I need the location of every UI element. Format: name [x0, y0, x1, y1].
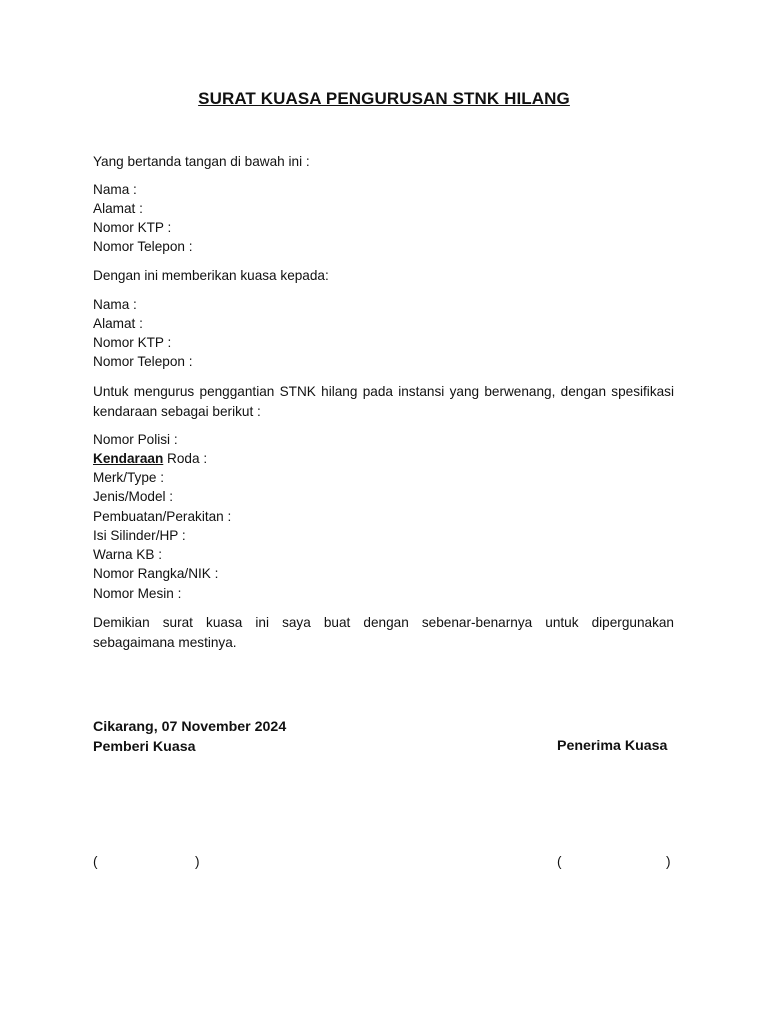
- roda-label: Roda :: [163, 451, 208, 466]
- document-title: SURAT KUASA PENGURUSAN STNK HILANG: [198, 89, 570, 108]
- vehicle-engine-field: Nomor Mesin :: [93, 586, 182, 601]
- intro-text: Yang bertanda tangan di bawah ini :: [93, 154, 310, 169]
- receiver-signature-open-paren: (: [557, 854, 562, 869]
- receiver-signature-close-paren: ): [666, 854, 671, 869]
- vehicle-cylinder-field: Isi Silinder/HP :: [93, 528, 186, 543]
- vehicle-wheels-field: [93, 449, 207, 468]
- place-date: Cikarang, 07 November 2024: [93, 719, 287, 735]
- vehicle-chassis-field: Nomor Rangka/NIK :: [93, 566, 219, 581]
- receiver-signature-label: Penerima Kuasa: [557, 738, 668, 754]
- receiver-phone-field: Nomor Telepon :: [93, 354, 193, 369]
- giver-signature-close-paren: ): [195, 854, 200, 869]
- closing-paragraph: Demikian surat kuasa ini saya buat dengan sebenar-benarnya untuk dipergunakan sebagaimana mestinya.: [93, 615, 674, 650]
- grant-text: Dengan ini memberikan kuasa kepada:: [93, 268, 329, 283]
- receiver-name-field: Nama :: [93, 297, 137, 312]
- receiver-ktp-field: Nomor KTP :: [93, 335, 172, 350]
- vehicle-brand-field: Merk/Type :: [93, 470, 165, 485]
- vehicle-manufacture-field: Pembuatan/Perakitan :: [93, 509, 232, 524]
- vehicle-color-field: Warna KB :: [93, 547, 162, 562]
- purpose-paragraph: Untuk mengurus penggantian STNK hilang pada instansi yang berwenang, dengan spesifikasi kendaraan sebagai berikut :: [93, 384, 674, 419]
- giver-signature-label: Pemberi Kuasa: [93, 739, 196, 755]
- vehicle-plate-field: Nomor Polisi :: [93, 432, 178, 447]
- giver-phone-field: Nomor Telepon :: [93, 239, 193, 254]
- giver-ktp-field: Nomor KTP :: [93, 220, 172, 235]
- receiver-address-field: Alamat :: [93, 316, 143, 331]
- kendaraan-underlined: Kendaraan: [93, 451, 164, 466]
- giver-address-field: Alamat :: [93, 201, 143, 216]
- giver-name-field: Nama :: [93, 182, 137, 197]
- giver-signature-open-paren: (: [93, 854, 98, 869]
- vehicle-model-field: Jenis/Model :: [93, 489, 174, 504]
